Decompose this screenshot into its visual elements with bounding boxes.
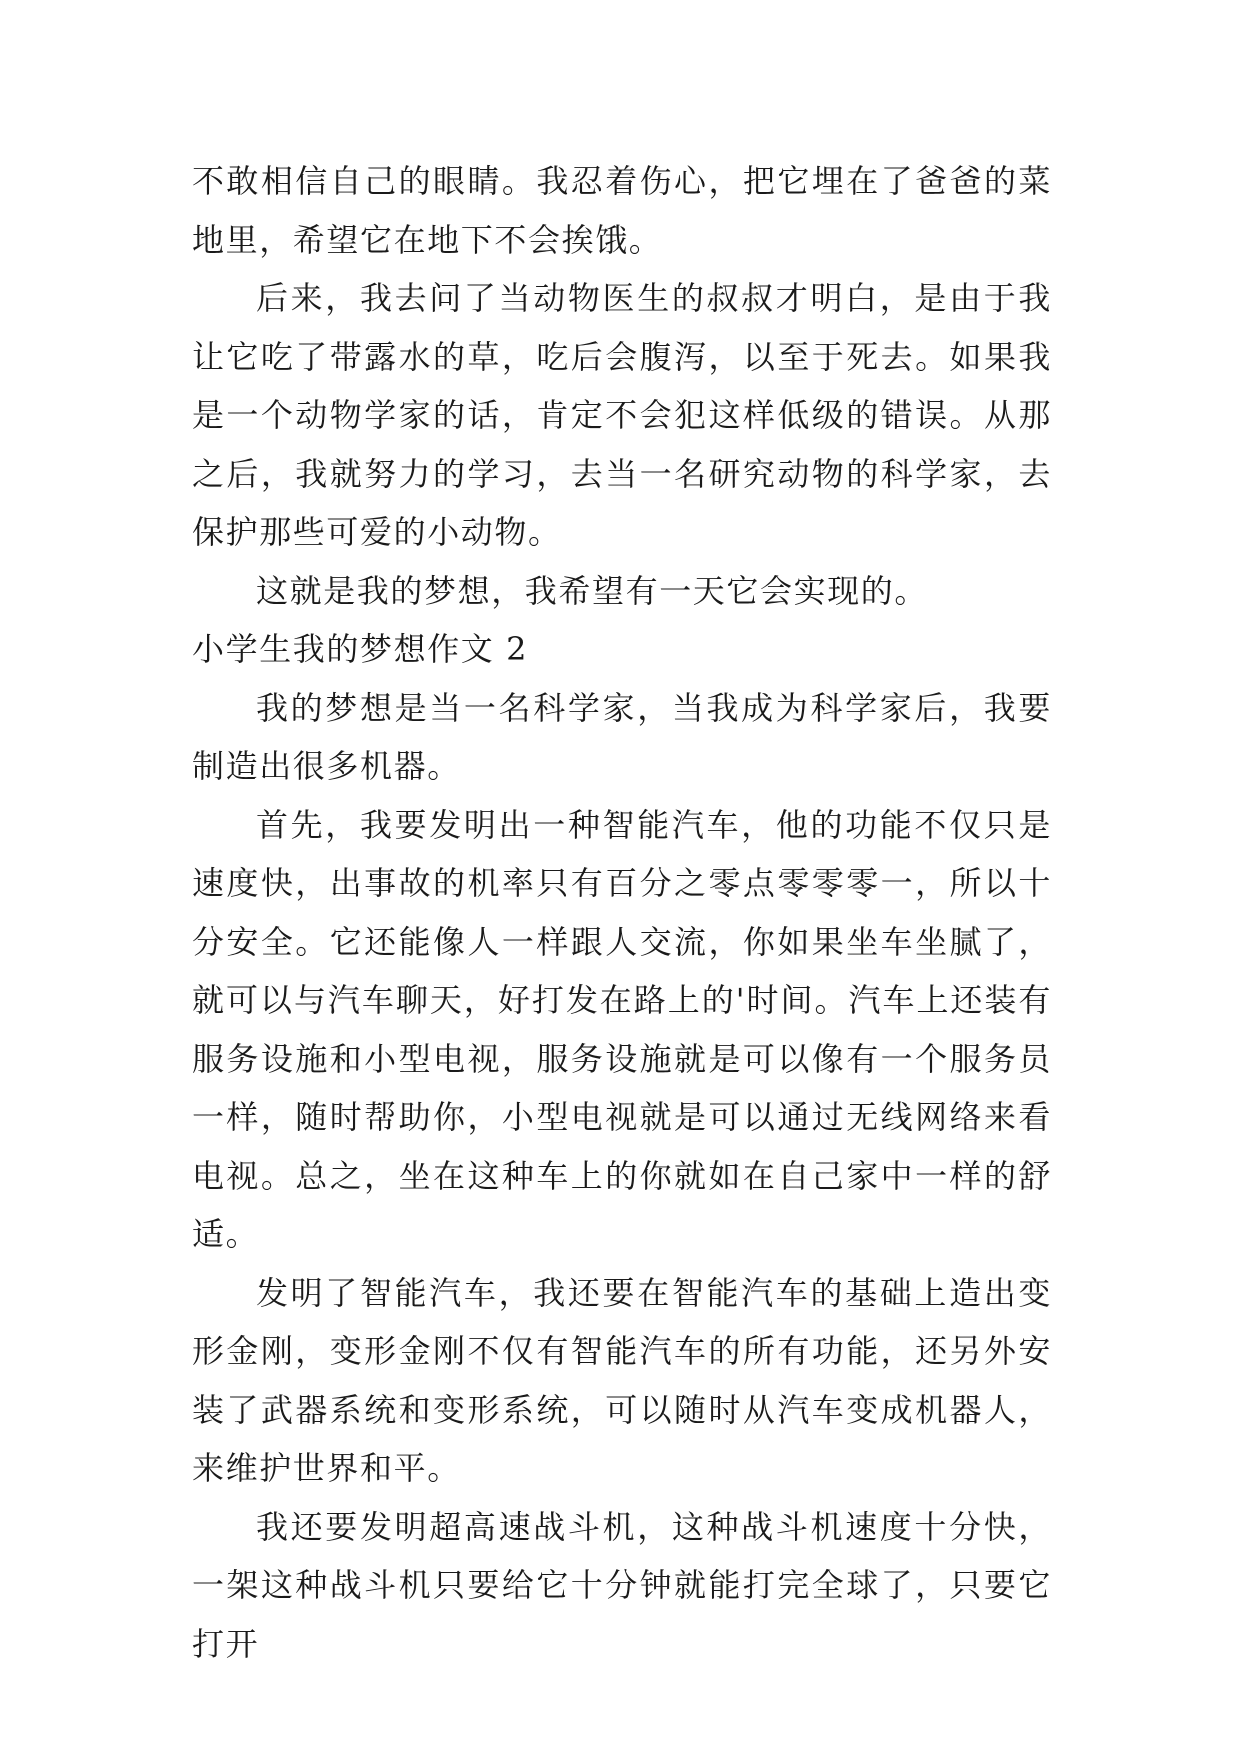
- document-body: [192, 152, 1052, 1673]
- paragraph: 这就是我的梦想，我希望有一天它会实现的。: [256, 571, 929, 610]
- paragraph-continued: 不敢相信自己的眼睛。我忍着伤心，把它埋在了爸爸的菜地里，希望它在地下不会挨饿。: [192, 162, 1052, 259]
- paragraph-truncated: 我还要发明超高速战斗机，这种战斗机速度十分快，一架这种战斗机只要给它十分钟就能打完全球了，只要它打开: [192, 1507, 1052, 1663]
- paragraph: 我的梦想是当一名科学家，当我成为科学家后，我要制造出很多机器。: [192, 688, 1052, 785]
- section-heading: 小学生我的梦想作文 2: [192, 630, 529, 668]
- paragraph: 发明了智能汽车，我还要在智能汽车的基础上造出变形金刚，变形金刚不仅有智能汽车的所有功能，还另外安装了武器系统和变形系统，可以随时从汽车变成机器人，来维护世界和平。: [192, 1273, 1052, 1487]
- paragraph: 后来，我去问了当动物医生的叔叔才明白，是由于我让它吃了带露水的草，吃后会腹泻，以至于死去。如果我是一个动物学家的话，肯定不会犯这样低级的错误。从那之后，我就努力的学习，去当一名研究动物的科学家，去保护那些可爱的小动物。: [192, 279, 1052, 551]
- paragraph: 首先，我要发明出一种智能汽车，他的功能不仅只是速度快，出事故的机率只有百分之零点零零零一，所以十分安全。它还能像人一样跟人交流，你如果坐车坐腻了，就可以与汽车聊天，好打发在路上的'时间。汽车上还装有服务设施和小型电视，服务设施就是可以像有一个服务员一样，随时帮助你，小型电视就是可以通过无线网络来看电视。总之，坐在这种车上的你就如在自己家中一样的舒适。: [192, 805, 1052, 1253]
